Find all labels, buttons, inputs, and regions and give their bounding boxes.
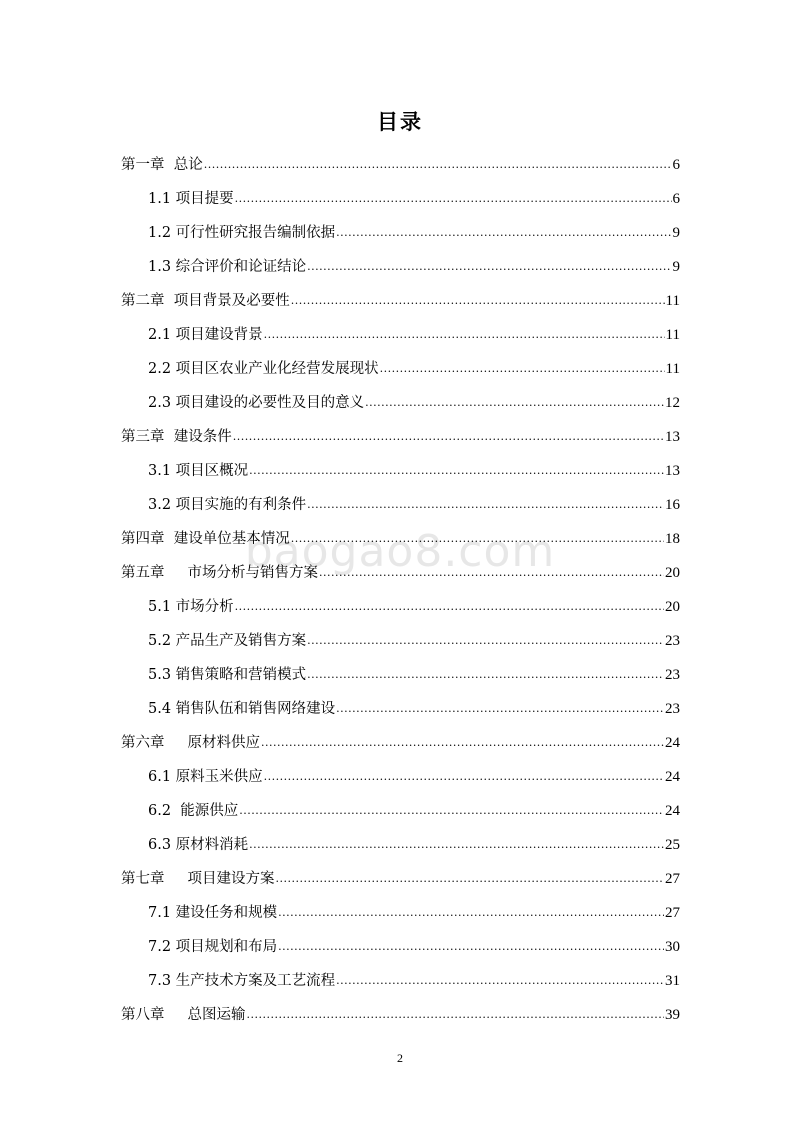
- toc-leader-dots: [336, 974, 664, 988]
- toc-entry-page: 18: [665, 531, 680, 547]
- toc-entry-page: 11: [665, 293, 680, 309]
- toc-leader-dots: [380, 362, 665, 376]
- toc-entry-page: 30: [665, 939, 680, 955]
- toc-leader-dots: [235, 600, 664, 614]
- toc-entry-label: 5.2 产品生产及销售方案: [148, 633, 307, 649]
- toc-entry[interactable]: [121, 174, 680, 208]
- toc-entry-label: 第一章 总论: [121, 157, 203, 173]
- toc-entry-page: 24: [665, 803, 680, 819]
- toc-leader-dots: [336, 226, 671, 240]
- toc-entry-label: 6.2 能源供应: [148, 803, 239, 819]
- toc-entry[interactable]: [121, 990, 680, 1024]
- toc-entry-label: 第七章 项目建设方案: [121, 871, 275, 887]
- toc-entry[interactable]: [121, 786, 680, 820]
- toc-entry[interactable]: [121, 922, 680, 956]
- page-number: 2: [397, 1051, 403, 1065]
- toc-leader-dots: [264, 770, 664, 784]
- toc-entry-page: 20: [665, 565, 680, 581]
- toc-leader-dots: [233, 430, 664, 444]
- toc-entry-page: 9: [672, 225, 680, 241]
- toc-entry[interactable]: [121, 888, 680, 922]
- table-of-contents: [121, 140, 680, 1024]
- toc-entry-label: 2.3 项目建设的必要性及目的意义: [148, 395, 365, 411]
- toc-leader-dots: [204, 158, 672, 172]
- toc-entry-label: 2.2 项目区农业产业化经营发展现状: [148, 361, 379, 377]
- toc-entry-page: 16: [665, 497, 680, 513]
- toc-entry[interactable]: [121, 140, 680, 174]
- toc-entry-page: 12: [665, 395, 680, 411]
- toc-entry-page: 24: [665, 735, 680, 751]
- toc-entry-page: 27: [665, 871, 680, 887]
- toc-entry[interactable]: [121, 412, 680, 446]
- toc-entry-label: 第四章 建设单位基本情况: [121, 531, 290, 547]
- toc-entry[interactable]: [121, 208, 680, 242]
- toc-entry-label: 第二章 项目背景及必要性: [121, 293, 290, 309]
- toc-entry-page: 11: [665, 327, 680, 343]
- toc-entry-label: 2.1 项目建设背景: [148, 327, 263, 343]
- toc-leader-dots: [264, 328, 665, 342]
- toc-entry[interactable]: [121, 344, 680, 378]
- toc-entry-label: 5.1 市场分析: [148, 599, 234, 615]
- toc-entry[interactable]: [121, 718, 680, 752]
- toc-leader-dots: [249, 838, 664, 852]
- toc-leader-dots: [249, 464, 664, 478]
- toc-entry-page: 23: [665, 633, 680, 649]
- toc-entry-label: 7.2 项目规划和布局: [148, 939, 278, 955]
- toc-leader-dots: [239, 804, 664, 818]
- toc-entry[interactable]: [121, 378, 680, 412]
- toc-entry[interactable]: [121, 514, 680, 548]
- toc-leader-dots: [291, 532, 664, 546]
- watermark-text: baogao8.com: [244, 526, 556, 577]
- toc-entry-label: 7.1 建设任务和规模: [148, 905, 278, 921]
- toc-entry-label: 5.4 销售队伍和销售网络建设: [148, 701, 336, 717]
- toc-entry[interactable]: [121, 684, 680, 718]
- toc-entry[interactable]: [121, 446, 680, 480]
- toc-entry[interactable]: [121, 582, 680, 616]
- toc-leader-dots: [261, 736, 664, 750]
- toc-entry-label: 1.3 综合评价和论证结论: [148, 259, 307, 275]
- toc-entry-page: 13: [665, 429, 680, 445]
- toc-leader-dots: [365, 396, 664, 410]
- toc-leader-dots: [307, 634, 664, 648]
- toc-leader-dots: [336, 702, 664, 716]
- toc-leader-dots: [307, 260, 671, 274]
- toc-entry-label: 6.1 原料玉米供应: [148, 769, 263, 785]
- toc-entry-label: 1.2 可行性研究报告编制依据: [148, 225, 336, 241]
- toc-leader-dots: [278, 940, 664, 954]
- toc-entry-page: 31: [665, 973, 680, 989]
- toc-leader-dots: [291, 294, 665, 308]
- toc-entry-page: 11: [665, 361, 680, 377]
- toc-entry-page: 27: [665, 905, 680, 921]
- toc-entry-page: 39: [665, 1007, 680, 1023]
- toc-entry[interactable]: [121, 616, 680, 650]
- toc-entry-label: 1.1 项目提要: [148, 191, 234, 207]
- toc-entry[interactable]: [121, 956, 680, 990]
- toc-entry[interactable]: [121, 480, 680, 514]
- toc-entry-page: 20: [665, 599, 680, 615]
- toc-entry-page: 6: [672, 191, 680, 207]
- toc-entry[interactable]: [121, 854, 680, 888]
- toc-entry-page: 24: [665, 769, 680, 785]
- toc-entry-label: 第六章 原材料供应: [121, 735, 261, 751]
- page-title: 目录: [377, 110, 423, 134]
- toc-entry-page: 6: [672, 157, 680, 173]
- toc-entry[interactable]: [121, 650, 680, 684]
- toc-entry[interactable]: [121, 820, 680, 854]
- toc-entry[interactable]: [121, 242, 680, 276]
- toc-entry-label: 3.2 项目实施的有利条件: [148, 497, 307, 513]
- toc-entry[interactable]: [121, 276, 680, 310]
- toc-entry[interactable]: [121, 310, 680, 344]
- toc-entry-page: 23: [665, 701, 680, 717]
- toc-entry-label: 6.3 原材料消耗: [148, 837, 249, 853]
- toc-entry-page: 9: [672, 259, 680, 275]
- toc-entry-page: 23: [665, 667, 680, 683]
- toc-entry-label: 第八章 总图运输: [121, 1007, 246, 1023]
- toc-entry-page: 25: [665, 837, 680, 853]
- toc-entry[interactable]: [121, 752, 680, 786]
- toc-entry-page: 13: [665, 463, 680, 479]
- toc-leader-dots: [319, 566, 664, 580]
- toc-leader-dots: [307, 498, 664, 512]
- toc-entry-label: 第五章 市场分析与销售方案: [121, 565, 319, 581]
- toc-leader-dots: [235, 192, 672, 206]
- toc-leader-dots: [307, 668, 664, 682]
- toc-entry-label: 5.3 销售策略和营销模式: [148, 667, 307, 683]
- toc-entry-label: 第三章 建设条件: [121, 429, 232, 445]
- toc-entry-label: 3.1 项目区概况: [148, 463, 249, 479]
- toc-leader-dots: [278, 906, 664, 920]
- toc-entry-label: 7.3 生产技术方案及工艺流程: [148, 973, 336, 989]
- toc-leader-dots: [276, 872, 664, 886]
- toc-leader-dots: [247, 1008, 664, 1022]
- toc-entry[interactable]: [121, 548, 680, 582]
